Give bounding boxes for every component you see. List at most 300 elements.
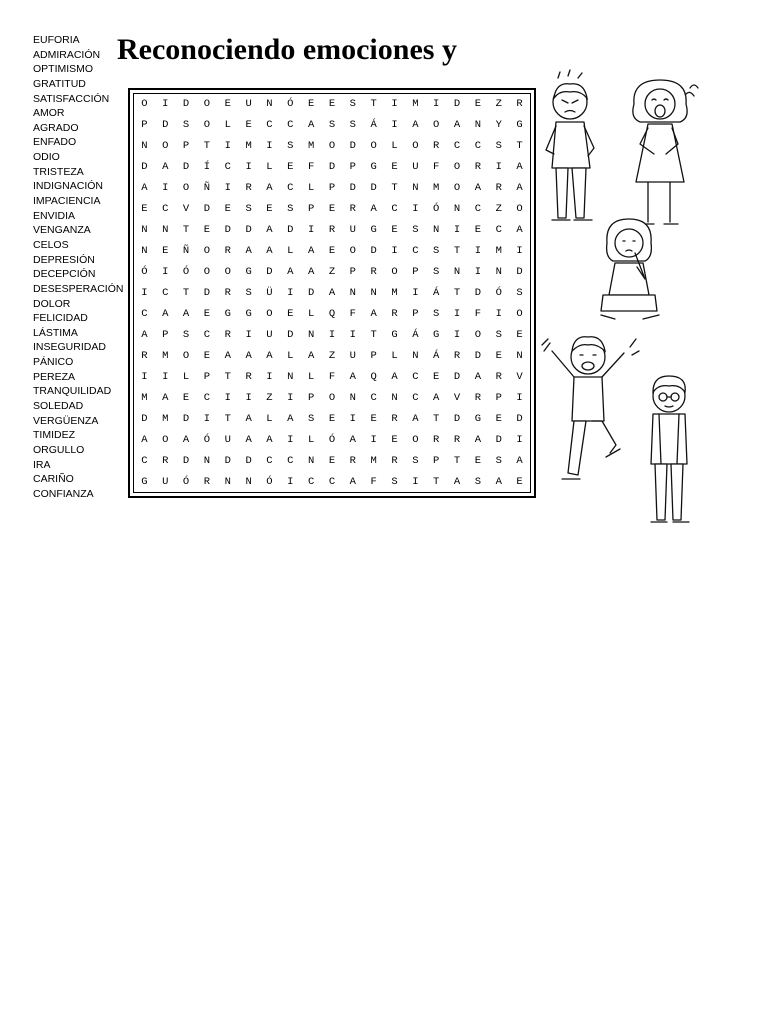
grid-cell[interactable]: D xyxy=(453,412,461,425)
grid-cell[interactable]: I xyxy=(349,328,356,341)
grid-cell[interactable]: M xyxy=(370,454,377,467)
grid-cell[interactable]: I xyxy=(287,433,294,446)
grid-cell[interactable]: A xyxy=(266,245,273,258)
grid-cell[interactable]: I xyxy=(349,412,356,425)
grid-cell[interactable]: A xyxy=(453,119,461,132)
grid-cell[interactable]: N xyxy=(141,140,148,153)
grid-cell[interactable]: A xyxy=(349,370,356,383)
grid-cell[interactable]: D xyxy=(516,412,523,425)
grid-cell[interactable]: N xyxy=(245,475,252,488)
grid-cell[interactable]: E xyxy=(474,454,482,467)
grid-cell[interactable]: Ü xyxy=(266,286,273,299)
grid-cell[interactable]: D xyxy=(203,286,211,299)
grid-cell[interactable]: S xyxy=(287,203,294,216)
grid-cell[interactable]: I xyxy=(245,161,252,174)
grid-cell[interactable]: I xyxy=(453,224,461,237)
grid-cell[interactable]: A xyxy=(412,412,419,425)
grid-cell[interactable]: G xyxy=(433,328,440,341)
grid-cell[interactable]: E xyxy=(287,161,294,174)
grid-cell[interactable]: O xyxy=(516,307,523,320)
grid-cell[interactable]: D xyxy=(349,140,356,153)
grid-cell[interactable]: Q xyxy=(370,370,377,383)
grid-cell[interactable]: E xyxy=(370,412,377,425)
grid-cell[interactable]: E xyxy=(245,119,252,132)
grid-cell[interactable]: A xyxy=(141,433,148,446)
grid-cell[interactable]: R xyxy=(516,98,523,111)
grid-cell[interactable]: I xyxy=(162,266,169,279)
grid-cell[interactable]: S xyxy=(495,454,502,467)
grid-cell[interactable]: E xyxy=(203,224,211,237)
grid-cell[interactable]: E xyxy=(203,307,211,320)
grid-cell[interactable]: I xyxy=(245,391,252,404)
grid-cell[interactable]: N xyxy=(307,328,315,341)
grid-cell[interactable]: I xyxy=(245,328,252,341)
grid-cell[interactable]: Ó xyxy=(495,286,502,299)
grid-cell[interactable]: O xyxy=(349,245,356,258)
grid-cell[interactable]: D xyxy=(287,224,294,237)
grid-cell[interactable]: A xyxy=(307,119,315,132)
grid-cell[interactable]: M xyxy=(162,412,169,425)
grid-cell[interactable]: M xyxy=(141,391,148,404)
grid-cell[interactable]: I xyxy=(391,98,398,111)
grid-cell[interactable]: O xyxy=(162,433,169,446)
grid-cell[interactable]: D xyxy=(203,203,211,216)
grid-cell[interactable]: I xyxy=(203,412,211,425)
grid-cell[interactable]: A xyxy=(141,328,148,341)
grid-cell[interactable]: N xyxy=(474,119,482,132)
grid-cell[interactable]: S xyxy=(245,286,252,299)
grid-cell[interactable]: A xyxy=(162,307,169,320)
grid-cell[interactable]: M xyxy=(245,140,252,153)
grid-cell[interactable]: N xyxy=(412,349,419,362)
grid-cell[interactable]: P xyxy=(412,307,419,320)
grid-cell[interactable]: R xyxy=(328,224,336,237)
grid-cell[interactable]: I xyxy=(391,245,398,258)
grid-cell[interactable]: N xyxy=(516,349,523,362)
grid-cell[interactable]: I xyxy=(412,286,419,299)
grid-cell[interactable]: Á xyxy=(433,286,440,299)
grid-cell[interactable]: N xyxy=(287,370,294,383)
grid-cell[interactable]: M xyxy=(495,245,502,258)
grid-cell[interactable]: N xyxy=(391,391,398,404)
grid-cell[interactable]: I xyxy=(474,245,482,258)
grid-cell[interactable]: A xyxy=(182,307,190,320)
grid-cell[interactable]: Z xyxy=(328,266,336,279)
grid-cell[interactable]: T xyxy=(453,286,461,299)
grid-cell[interactable]: C xyxy=(328,475,336,488)
grid-cell[interactable]: E xyxy=(162,245,169,258)
grid-cell[interactable]: E xyxy=(516,475,523,488)
grid-cell[interactable]: P xyxy=(349,161,356,174)
grid-cell[interactable]: D xyxy=(349,182,356,195)
grid-cell[interactable]: O xyxy=(328,391,336,404)
grid-cell[interactable]: R xyxy=(224,328,231,341)
grid-cell[interactable]: I xyxy=(516,433,523,446)
grid-cell[interactable]: E xyxy=(328,454,336,467)
grid-cell[interactable]: I xyxy=(516,391,523,404)
grid-cell[interactable]: A xyxy=(245,412,252,425)
grid-cell[interactable]: A xyxy=(412,119,419,132)
grid-cell[interactable]: A xyxy=(266,433,273,446)
grid-cell[interactable]: O xyxy=(516,203,523,216)
grid-cell[interactable]: P xyxy=(307,203,315,216)
grid-cell[interactable]: C xyxy=(474,140,482,153)
grid-cell[interactable]: D xyxy=(141,161,148,174)
grid-cell[interactable]: A xyxy=(474,182,482,195)
grid-cell[interactable]: S xyxy=(307,412,315,425)
grid-cell[interactable]: R xyxy=(349,203,356,216)
grid-cell[interactable]: N xyxy=(307,454,315,467)
grid-cell[interactable]: A xyxy=(307,266,315,279)
grid-cell[interactable]: T xyxy=(203,140,211,153)
grid-cell[interactable]: A xyxy=(474,370,482,383)
grid-cell[interactable]: S xyxy=(245,203,252,216)
grid-cell[interactable]: I xyxy=(328,328,336,341)
grid-cell[interactable]: T xyxy=(182,286,190,299)
grid-cell[interactable]: C xyxy=(391,203,398,216)
grid-cell[interactable]: U xyxy=(349,224,356,237)
grid-cell[interactable]: I xyxy=(433,98,440,111)
grid-cell[interactable]: I xyxy=(224,140,231,153)
grid-cell[interactable]: R xyxy=(224,286,231,299)
grid-cell[interactable]: I xyxy=(474,266,482,279)
grid-cell[interactable]: E xyxy=(266,203,273,216)
grid-cell[interactable]: S xyxy=(516,286,523,299)
grid-cell[interactable]: N xyxy=(370,286,377,299)
grid-cell[interactable]: P xyxy=(349,266,356,279)
grid-cell[interactable]: S xyxy=(433,266,440,279)
grid-cell[interactable]: C xyxy=(287,182,294,195)
grid-cell[interactable]: E xyxy=(433,370,440,383)
grid-cell[interactable]: E xyxy=(182,391,190,404)
grid-cell[interactable]: C xyxy=(287,119,294,132)
grid-cell[interactable]: S xyxy=(412,224,419,237)
grid-cell[interactable]: S xyxy=(391,475,398,488)
grid-cell[interactable]: S xyxy=(495,328,502,341)
grid-cell[interactable]: R xyxy=(433,433,440,446)
grid-cell[interactable]: D xyxy=(245,224,252,237)
grid-cell[interactable]: P xyxy=(328,182,336,195)
grid-cell[interactable]: T xyxy=(370,328,377,341)
grid-cell[interactable]: C xyxy=(474,203,482,216)
grid-cell[interactable]: E xyxy=(495,349,502,362)
grid-cell[interactable]: I xyxy=(495,161,502,174)
grid-cell[interactable]: D xyxy=(141,412,148,425)
grid-cell[interactable]: M xyxy=(307,140,315,153)
grid-cell[interactable]: O xyxy=(203,98,211,111)
grid-cell[interactable]: C xyxy=(307,475,315,488)
grid-cell[interactable]: L xyxy=(266,412,273,425)
grid-cell[interactable]: T xyxy=(453,454,461,467)
grid-cell[interactable]: P xyxy=(433,454,440,467)
grid-cell[interactable]: C xyxy=(412,245,419,258)
grid-cell[interactable]: Ñ xyxy=(203,182,211,195)
grid-cell[interactable]: A xyxy=(370,307,377,320)
grid-cell[interactable]: E xyxy=(474,224,482,237)
grid-cell[interactable]: R xyxy=(370,266,377,279)
grid-cell[interactable]: U xyxy=(245,98,252,111)
grid-cell[interactable]: R xyxy=(162,454,169,467)
grid-cell[interactable]: O xyxy=(370,140,377,153)
grid-cell[interactable]: I xyxy=(141,286,148,299)
grid-cell[interactable]: I xyxy=(412,475,419,488)
grid-cell[interactable]: R xyxy=(245,370,252,383)
grid-cell[interactable]: A xyxy=(224,349,231,362)
grid-cell[interactable]: G xyxy=(224,307,231,320)
grid-cell[interactable]: Z xyxy=(495,98,502,111)
grid-cell[interactable]: C xyxy=(203,328,211,341)
grid-cell[interactable]: N xyxy=(433,224,440,237)
grid-cell[interactable]: N xyxy=(141,245,148,258)
grid-cell[interactable]: A xyxy=(245,245,252,258)
grid-cell[interactable]: D xyxy=(287,328,294,341)
grid-cell[interactable]: N xyxy=(495,266,502,279)
grid-cell[interactable]: U xyxy=(224,433,231,446)
grid-cell[interactable]: I xyxy=(516,245,523,258)
grid-cell[interactable]: P xyxy=(162,328,169,341)
grid-cell[interactable]: C xyxy=(203,391,211,404)
grid-cell[interactable]: C xyxy=(141,454,148,467)
grid-cell[interactable]: Ó xyxy=(141,266,148,279)
grid-cell[interactable]: D xyxy=(453,98,461,111)
grid-cell[interactable]: G xyxy=(474,412,482,425)
grid-cell[interactable]: O xyxy=(412,140,419,153)
grid-cell[interactable]: Ó xyxy=(328,433,336,446)
grid-cell[interactable]: I xyxy=(495,307,502,320)
grid-cell[interactable]: L xyxy=(266,161,273,174)
grid-cell[interactable]: A xyxy=(474,433,482,446)
grid-cell[interactable]: D xyxy=(474,286,482,299)
grid-cell[interactable]: A xyxy=(516,224,523,237)
grid-cell[interactable]: N xyxy=(412,182,419,195)
grid-cell[interactable]: S xyxy=(328,119,336,132)
grid-cell[interactable]: E xyxy=(307,98,315,111)
grid-cell[interactable]: L xyxy=(307,307,315,320)
grid-cell[interactable]: N xyxy=(349,286,356,299)
grid-cell[interactable]: D xyxy=(182,454,190,467)
grid-cell[interactable]: D xyxy=(182,161,190,174)
grid-cell[interactable]: D xyxy=(495,433,502,446)
grid-cell[interactable]: O xyxy=(182,182,190,195)
grid-cell[interactable]: I xyxy=(224,182,231,195)
grid-cell[interactable]: T xyxy=(433,475,440,488)
grid-cell[interactable]: E xyxy=(287,307,294,320)
grid-cell[interactable]: R xyxy=(245,182,252,195)
grid-cell[interactable]: E xyxy=(391,433,398,446)
grid-cell[interactable]: S xyxy=(474,475,482,488)
grid-cell[interactable]: P xyxy=(182,140,190,153)
grid-cell[interactable]: I xyxy=(391,119,398,132)
grid-cell[interactable]: I xyxy=(287,475,294,488)
grid-cell[interactable]: R xyxy=(495,370,502,383)
grid-cell[interactable]: A xyxy=(245,433,252,446)
grid-cell[interactable]: T xyxy=(224,370,231,383)
grid-cell[interactable]: M xyxy=(412,98,419,111)
grid-cell[interactable]: D xyxy=(370,182,377,195)
grid-cell[interactable]: A xyxy=(266,182,273,195)
grid-cell[interactable]: R xyxy=(474,161,482,174)
grid-cell[interactable]: C xyxy=(370,391,377,404)
grid-cell[interactable]: E xyxy=(328,412,336,425)
grid-cell[interactable]: O xyxy=(453,161,461,174)
grid-cell[interactable]: C xyxy=(141,307,148,320)
grid-cell[interactable]: R xyxy=(224,245,231,258)
grid-cell[interactable]: A xyxy=(182,433,190,446)
grid-cell[interactable]: O xyxy=(203,266,211,279)
grid-cell[interactable]: D xyxy=(224,224,231,237)
grid-cell[interactable]: C xyxy=(162,203,169,216)
grid-cell[interactable]: N xyxy=(203,454,211,467)
grid-cell[interactable]: Ó xyxy=(433,203,440,216)
grid-cell[interactable]: E xyxy=(224,203,231,216)
grid-cell[interactable]: S xyxy=(287,140,294,153)
grid-cell[interactable]: Ó xyxy=(182,266,190,279)
grid-cell[interactable]: V xyxy=(182,203,190,216)
grid-cell[interactable]: U xyxy=(412,161,419,174)
grid-cell[interactable]: G xyxy=(370,224,377,237)
grid-cell[interactable]: G xyxy=(516,119,523,132)
grid-cell[interactable]: L xyxy=(224,119,231,132)
grid-cell[interactable]: O xyxy=(433,119,440,132)
grid-cell[interactable]: A xyxy=(287,412,294,425)
grid-cell[interactable]: O xyxy=(182,349,190,362)
grid-cell[interactable]: M xyxy=(391,286,398,299)
grid-cell[interactable]: Á xyxy=(370,119,377,132)
grid-cell[interactable]: E xyxy=(328,245,336,258)
grid-cell[interactable]: A xyxy=(433,391,440,404)
grid-cell[interactable]: L xyxy=(391,349,398,362)
grid-cell[interactable]: G xyxy=(391,328,398,341)
grid-cell[interactable]: A xyxy=(370,203,377,216)
grid-cell[interactable]: S xyxy=(182,328,190,341)
grid-cell[interactable]: E xyxy=(391,224,398,237)
grid-cell[interactable]: E xyxy=(328,98,336,111)
grid-cell[interactable]: I xyxy=(287,286,294,299)
grid-cell[interactable]: O xyxy=(474,328,482,341)
grid-cell[interactable]: P xyxy=(370,349,377,362)
grid-cell[interactable]: S xyxy=(349,98,356,111)
grid-cell[interactable]: T xyxy=(370,98,377,111)
grid-cell[interactable]: N xyxy=(266,98,273,111)
grid-cell[interactable]: C xyxy=(266,454,273,467)
grid-cell[interactable]: Z xyxy=(495,203,502,216)
grid-cell[interactable]: D xyxy=(370,245,377,258)
grid-cell[interactable]: O xyxy=(224,266,231,279)
grid-cell[interactable]: D xyxy=(474,349,482,362)
grid-cell[interactable]: Ó xyxy=(203,433,211,446)
grid-cell[interactable]: V xyxy=(516,370,523,383)
grid-cell[interactable]: D xyxy=(516,266,523,279)
grid-cell[interactable]: A xyxy=(453,475,461,488)
grid-cell[interactable]: A xyxy=(287,266,294,279)
grid-cell[interactable]: Ó xyxy=(287,98,294,111)
grid-cell[interactable]: E xyxy=(516,328,523,341)
grid-cell[interactable]: Z xyxy=(328,349,336,362)
grid-cell[interactable]: P xyxy=(412,266,419,279)
grid-cell[interactable]: T xyxy=(453,245,461,258)
grid-cell[interactable]: Á xyxy=(412,328,419,341)
grid-cell[interactable]: R xyxy=(349,454,356,467)
grid-cell[interactable]: L xyxy=(307,370,315,383)
grid-cell[interactable]: F xyxy=(433,161,440,174)
grid-cell[interactable]: A xyxy=(307,349,315,362)
grid-cell[interactable]: U xyxy=(162,475,169,488)
grid-cell[interactable]: O xyxy=(412,433,419,446)
grid-cell[interactable]: T xyxy=(433,412,440,425)
grid-cell[interactable]: C xyxy=(162,286,169,299)
grid-cell[interactable]: R xyxy=(391,412,398,425)
grid-cell[interactable]: O xyxy=(162,140,169,153)
grid-cell[interactable]: D xyxy=(182,412,190,425)
grid-cell[interactable]: L xyxy=(307,433,315,446)
grid-cell[interactable]: L xyxy=(287,245,294,258)
grid-cell[interactable]: D xyxy=(162,119,169,132)
grid-cell[interactable]: A xyxy=(328,286,336,299)
grid-cell[interactable]: G xyxy=(245,307,252,320)
grid-cell[interactable]: Í xyxy=(203,161,211,174)
grid-cell[interactable]: I xyxy=(266,140,273,153)
grid-cell[interactable]: D xyxy=(182,98,190,111)
grid-cell[interactable]: P xyxy=(307,391,315,404)
grid-cell[interactable]: G xyxy=(141,475,148,488)
grid-cell[interactable]: T xyxy=(224,412,231,425)
grid-cell[interactable]: D xyxy=(245,454,252,467)
grid-cell[interactable]: I xyxy=(453,328,461,341)
grid-cell[interactable]: A xyxy=(349,475,356,488)
grid-cell[interactable]: A xyxy=(391,370,398,383)
grid-cell[interactable]: R xyxy=(141,349,148,362)
grid-cell[interactable]: E xyxy=(328,203,336,216)
grid-cell[interactable]: L xyxy=(391,140,398,153)
grid-cell[interactable]: R xyxy=(391,454,398,467)
grid-cell[interactable]: R xyxy=(203,475,211,488)
grid-cell[interactable]: N xyxy=(453,266,461,279)
grid-cell[interactable]: I xyxy=(162,98,169,111)
grid-cell[interactable]: N xyxy=(162,224,169,237)
grid-cell[interactable]: I xyxy=(370,433,377,446)
grid-cell[interactable]: I xyxy=(162,182,169,195)
grid-cell[interactable]: A xyxy=(266,349,273,362)
grid-cell[interactable]: O xyxy=(453,182,461,195)
grid-cell[interactable]: O xyxy=(266,307,273,320)
grid-cell[interactable]: U xyxy=(349,349,356,362)
grid-cell[interactable]: L xyxy=(287,349,294,362)
grid-cell[interactable]: I xyxy=(224,391,231,404)
grid-cell[interactable]: O xyxy=(141,98,148,111)
grid-cell[interactable]: I xyxy=(162,370,169,383)
grid-cell[interactable]: E xyxy=(203,349,211,362)
grid-cell[interactable]: N xyxy=(141,224,148,237)
grid-cell[interactable]: C xyxy=(224,161,231,174)
grid-cell[interactable]: R xyxy=(391,307,398,320)
grid-cell[interactable]: O xyxy=(328,140,336,153)
grid-cell[interactable]: A xyxy=(349,433,356,446)
grid-cell[interactable]: A xyxy=(141,182,148,195)
grid-cell[interactable]: Q xyxy=(328,307,336,320)
grid-cell[interactable]: E xyxy=(391,161,398,174)
grid-cell[interactable]: F xyxy=(474,307,482,320)
grid-cell[interactable]: P xyxy=(203,370,211,383)
grid-cell[interactable]: O xyxy=(203,245,211,258)
grid-cell[interactable]: R xyxy=(495,182,502,195)
grid-cell[interactable]: S xyxy=(433,245,440,258)
grid-cell[interactable]: R xyxy=(453,433,461,446)
grid-cell[interactable]: Z xyxy=(266,391,273,404)
grid-cell[interactable]: A xyxy=(516,454,523,467)
grid-cell[interactable]: Ñ xyxy=(182,245,190,258)
grid-cell[interactable]: R xyxy=(433,140,440,153)
grid-cell[interactable]: S xyxy=(182,119,190,132)
